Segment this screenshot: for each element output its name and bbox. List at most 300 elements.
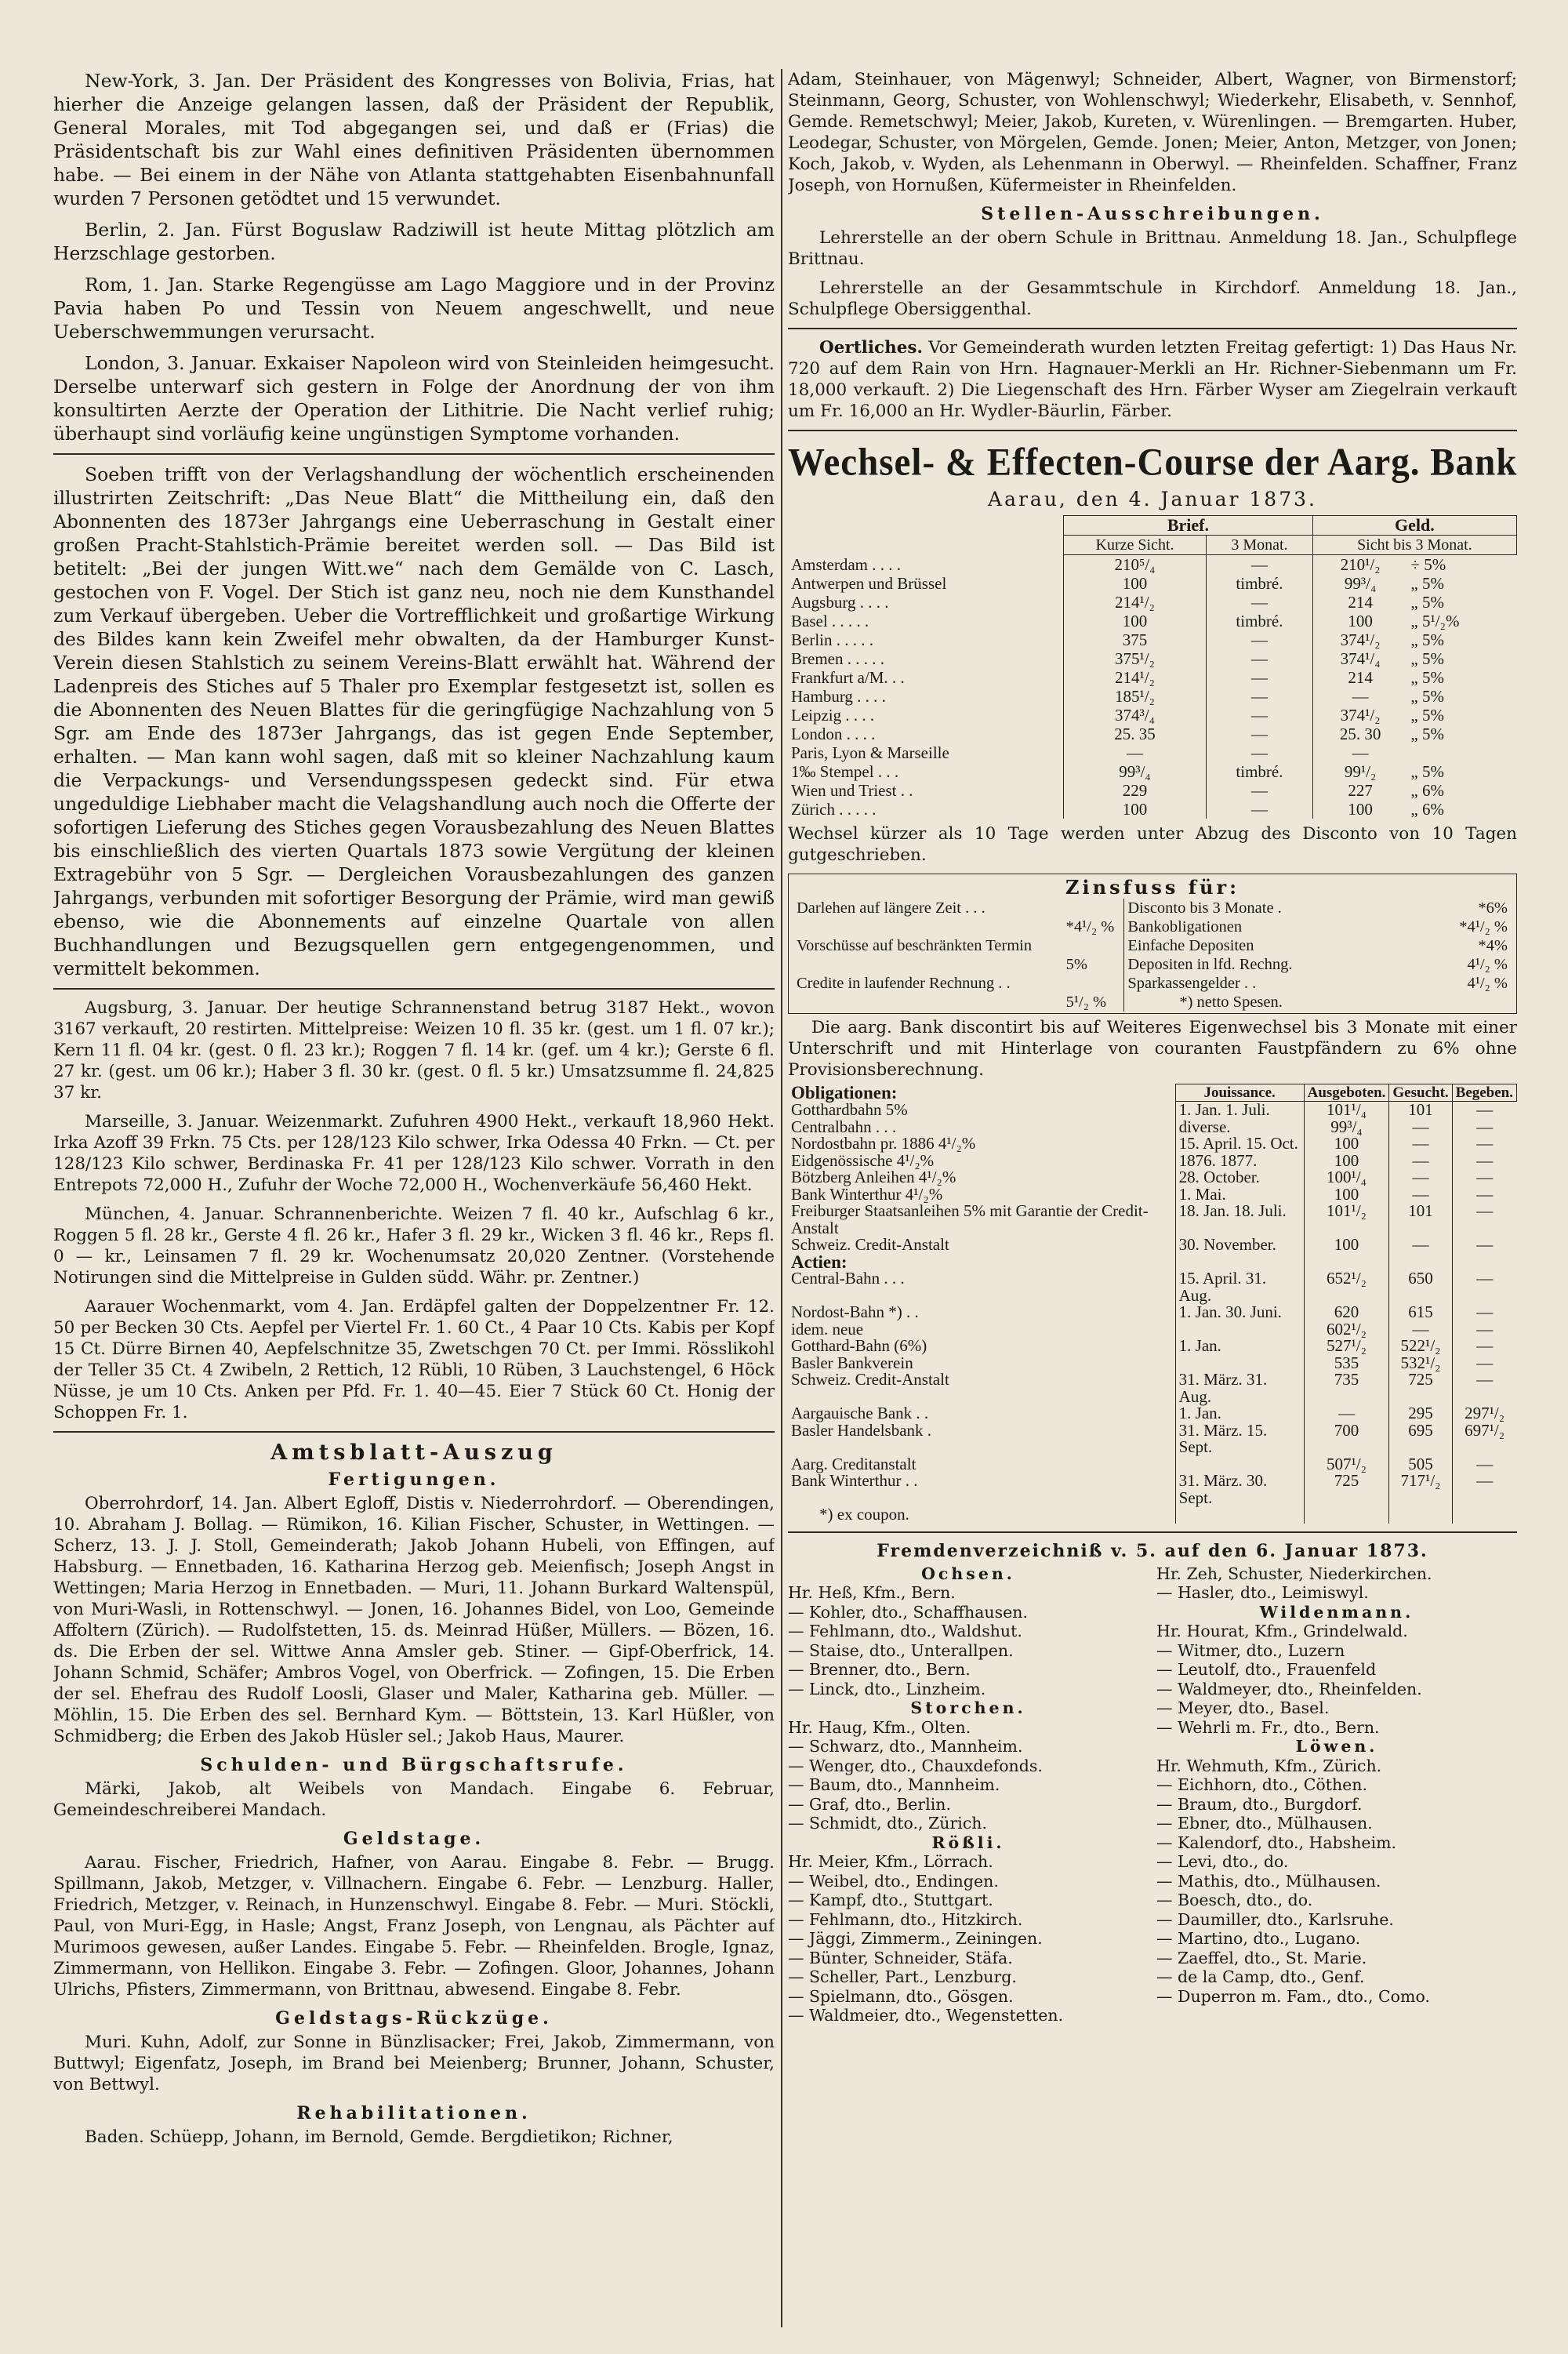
security-row xyxy=(788,1153,1517,1170)
guest-entry: — Staise, dto., Unterallpen. xyxy=(788,1640,1014,1660)
rate-row xyxy=(788,555,1517,575)
securities-table xyxy=(788,1084,1517,1524)
security-gesucht: — xyxy=(1389,1119,1452,1136)
zins-value: 5¹/₂ % xyxy=(1065,994,1107,1011)
security-gesucht: — xyxy=(1389,1169,1452,1186)
guest-entry: — Brenner, dto., Bern. xyxy=(788,1660,971,1679)
rate-kurze-sicht: — xyxy=(1063,743,1206,762)
rate-place: Paris, Lyon & Marseille xyxy=(791,743,949,762)
rate-row xyxy=(788,668,1517,687)
rate-3-monat: — xyxy=(1207,630,1313,649)
zinsfuss-left-table xyxy=(793,899,1123,1012)
zins-row xyxy=(793,899,1123,936)
rate-kurze-sicht: 229 xyxy=(1063,781,1206,800)
rate-3-monat: timbré. xyxy=(1207,762,1313,781)
rate-geld-discount: „ 6% xyxy=(1410,800,1444,819)
security-row xyxy=(788,1473,1517,1506)
guest-entry: — Wenger, dto., Chauxdefonds. xyxy=(788,1756,1043,1775)
security-begeben: — xyxy=(1452,1102,1516,1119)
security-jouissance: 1. Jan. 30. Juni. xyxy=(1175,1304,1304,1321)
guest-entry: — de la Camp, dto., Genf. xyxy=(1156,1967,1365,1986)
security-jouissance: 1876. 1877. xyxy=(1175,1153,1304,1170)
header-geld: Geld. xyxy=(1312,516,1516,536)
rate-kurze-sicht: 100 xyxy=(1063,612,1206,630)
security-begeben: — xyxy=(1452,1153,1516,1170)
schulden-text: Märki, Jakob, alt Weibels von Mandach. Eingabe 6. Februar, Gemeindeschreiberei Mandach. xyxy=(53,1779,775,1820)
guest-entry: Hr. Hourat, Kfm., Grindelwald. xyxy=(1156,1622,1408,1640)
zins-value: *4¹/₂ % xyxy=(1459,918,1508,935)
securities-footnote: *) ex coupon. xyxy=(819,1505,909,1524)
rate-geld-discount: „ 5% xyxy=(1410,706,1444,725)
guest-entry: — Duperron m. Fam., dto., Como. xyxy=(1156,1986,1430,2006)
header-ausgeboten: Ausgeboten. xyxy=(1304,1084,1389,1102)
security-row xyxy=(788,1186,1517,1204)
security-jouissance xyxy=(1175,1321,1304,1339)
rate-geld-discount: „ 5% xyxy=(1410,593,1444,612)
guest-entry: — Martino, dto., Lugano. xyxy=(1156,1929,1361,1948)
amtsblatt-body xyxy=(53,1469,775,2148)
guest-entry: Hr. Meier, Kfm., Lörrach. xyxy=(788,1852,993,1871)
security-gesucht: — xyxy=(1389,1153,1452,1170)
zins-value: *4¹/₂ % xyxy=(1065,918,1115,935)
zins-value: 4¹/₂ % xyxy=(1467,956,1508,973)
security-name: Central-Bahn . . . xyxy=(791,1269,905,1288)
security-ausgeboten: 535 xyxy=(1304,1355,1389,1372)
security-name: Freiburger Staatsanleihen 5% mit Garantie der Credit-Anstalt xyxy=(791,1201,1149,1237)
security-ausgeboten: 700 xyxy=(1304,1422,1389,1456)
stellen-item: Lehrerstelle an der obern Schule in Brittnau. Anmeldung 18. Jan., Schulpflege Brittnau. xyxy=(788,228,1517,269)
rate-geld-discount xyxy=(1407,743,1516,762)
guest-entry: — Daumiller, dto., Karlsruhe. xyxy=(1156,1909,1394,1929)
market-report: München, 4. Januar. Schrannenberichte. Weizen 7 fl. 40 kr., Aufschlag 6 kr., Roggen 5 fl. 28 kr., Gerste 4 fl. 26 kr., Hafer 3 fl. 29 kr., Wicken 3 fl. 46 kr., Reps fl. 0 — kr., Leinsamen 7 fl. 29 kr. Wochenumsatz 20,020 Zentner. (Vorstehende Notirungen sind die Mittelpreise in Gulden südd. Währ. pr. Zentner.) xyxy=(53,1204,775,1288)
guest-entry: — Waldmeier, dto., Wegenstetten. xyxy=(788,2006,1064,2025)
security-jouissance: 28. October. xyxy=(1175,1169,1304,1186)
security-jouissance: 30. November. xyxy=(1175,1237,1304,1254)
news-item: London, 3. Januar. Exkaiser Napoleon wird von Steinleiden heimgesucht. Derselbe unterwarf sich gestern in Folge der Anordnung der von ihm konsultirten Aerzte der Operation der Lithitrie. Die Nacht verlief ruhig; überhaupt sind vorläufig keine ungünstigen Symptome vorhanden. xyxy=(53,352,775,445)
security-begeben: — xyxy=(1452,1119,1516,1136)
security-gesucht: — xyxy=(1389,1135,1452,1153)
announcement-neues-blatt: Soeben trifft von der Verlagshandlung der wöchentlich erscheinenden illustrirten Zeitschrift: „Das Neue Blatt“ die Mittheilung ein, daß den Abonnenten des 1873er Jahrgangs eine Ueberraschung in Gestalt einer großen Pracht-Stahlstich-Prämie bereitet werden soll. — Das Bild ist betitelt: „Bei der jungen Witt.we“ nach dem Gemälde von C. Lasch, gestochen von F. Vogel. Der Stich ist ganz neu, noch nie dem Kunsthandel zum Verkauf übergeben. Ueber die Vortrefflichkeit und großartige Wirkung des Bildes kann kein Zweifel mehr obwalten, da der Hamburger Kunst-Verein diesen Stahlstich zu seinem Vereins-Blatt erwählt hat. Während der Ladenpreis des Stiches auf 5 Thaler pro Exemplar festgesetzt ist, sollen es die Abonnenten des Neuen Blattes für die geringfügige Nachzahlung von 5 Sgr. am Ende des 1873er Jahrgangs, das ist gegen Ende September, erhalten. — Man kann wohl sagen, daß mit so kleiner Nachzahlung kaum die Verpackungs- und Versendungsspesen gedeckt sind. Für etwa ungeduldige Liebhaber macht die Velagshandlung auch noch die Offerte der sofortigen Lieferung des Stiches gegen Vorausbezahlung des Neuen Blattes bis einschließlich des vierten Quartals 1873 sowie Vergütung der kleinen Extragebühr von 5 Sgr. — Dergleichen Vorausbezahlungen des ganzen Jahrgangs, verbunden mit sofortiger Besorgung der Prämie, wird man gewiß ebenso, wie die Abonnements auf einzelne Quartale von allen Buchhandlungen und Bezugsquellen gern entgegengenommen, und vermittelt bekommen. xyxy=(53,463,775,979)
security-begeben: — xyxy=(1452,1237,1516,1254)
rate-3-monat: timbré. xyxy=(1207,574,1313,593)
zins-row xyxy=(1124,955,1512,974)
rate-row xyxy=(788,574,1517,593)
rate-3-monat: — xyxy=(1207,781,1313,800)
right-column xyxy=(788,69,1517,2082)
rate-geld: 374¹/₄ xyxy=(1312,649,1407,668)
rate-geld: 100 xyxy=(1312,612,1407,630)
security-jouissance: 18. Jan. 18. Juli. xyxy=(1175,1203,1304,1237)
rate-place: 1‰ Stempel . . . xyxy=(791,762,899,781)
rate-place: Leipzig . . . . xyxy=(791,706,875,725)
zins-value: 4¹/₂ % xyxy=(1467,975,1508,992)
rate-3-monat: — xyxy=(1207,668,1313,687)
divider xyxy=(53,988,775,990)
security-name: Basler Bankverein xyxy=(791,1353,913,1372)
guest-entry: — Scheller, Part., Lenzburg. xyxy=(788,1967,1017,1986)
section-heading: Fertigungen. xyxy=(328,1469,500,1490)
rate-geld-discount: „ 5% xyxy=(1410,687,1444,706)
security-begeben: 297¹/₂ xyxy=(1452,1405,1516,1422)
security-ausgeboten: 725 xyxy=(1304,1473,1389,1506)
news-item: Rom, 1. Jan. Starke Regengüsse am Lago Maggiore und in der Provinz Pavia haben Po und Tessin von Neuem angeschwellt, und neue Ueberschwemmungen verursacht. xyxy=(53,274,775,343)
rate-3-monat: — xyxy=(1207,555,1313,575)
security-row xyxy=(788,1355,1517,1372)
security-gesucht: 695 xyxy=(1389,1422,1452,1456)
fertigungen-text: Oberrohrdorf, 14. Jan. Albert Egloff, Distis v. Niederrohrdorf. — Oberendingen, 10. Abraham J. Bollag. — Rümikon, 16. Kilian Fischer, Schuster, in Wettingen. — Scherz, 13. J. J. Stoll, Gemeinderath; Jakob Johann Hubeli, von Effingen, auf Habsburg. — Ennetbaden, 16. Katharina Herzog geb. Meienfisch; Joseph Angst in Wettingen; Maria Herzog in Ennetbaden. — Muri, 11. Johann Burkard Waltenspül, von Muri-Wasli, in Rottenschwyl. — Jonen, 16. Johannes Bidel, von Loo, Gemeinde Affoltern (Zürich). — Rudolfstetten, 15. ds. Meinrad Hüßer, Müllers. — Bözen, 16. ds. Die Erben der sel. Wittwe Anna Amsler geb. Stiner. — Gipf-Oberfrick, 14. Johann Schmid, Schäfer; Ambros Vogel, von Oberfrick. — Zofingen, 15. Die Erben der sel. Ehefrau des Rudolf Loosli, Glaser und Maler, Katharina geb. Müller. — Möhlin, 15. Die Erben des sel. Bernhard Kym. — Böttstein, 13. Karl Hüßler, von Schmidberg; die Erben des Jakob Hüsler sel.; Jakob Haus, Maurer. xyxy=(53,1494,775,1746)
security-gesucht: 101 xyxy=(1389,1102,1452,1119)
section-heading: Rehabilitationen. xyxy=(296,2103,532,2123)
security-name: Centralbahn . . . xyxy=(791,1117,897,1136)
security-ausgeboten: 100 xyxy=(1304,1186,1389,1204)
security-gesucht: 505 xyxy=(1389,1456,1452,1473)
rate-geld: 227 xyxy=(1312,781,1407,800)
security-gesucht: 522¹/₂ xyxy=(1389,1338,1452,1355)
rate-3-monat: — xyxy=(1207,706,1313,725)
oertliches-paragraph xyxy=(788,337,1517,422)
rate-place: Hamburg . . . . xyxy=(791,687,886,706)
rueckzuege-text: Muri. Kuhn, Adolf, zur Sonne in Bünzlisacker; Frei, Jakob, Zimmermann, von Buttwyl; Eigenfatz, Joseph, im Brand bei Meienberg; Brunner, Johann, Schuster, von Bettwyl. xyxy=(53,2033,775,2094)
zins-value xyxy=(1417,993,1511,1012)
guest-entry: — Witmer, dto., Luzern xyxy=(1156,1640,1345,1660)
rehab-text: Baden. Schüepp, Johann, im Bernold, Gemde. Bergdietikon; Richner, xyxy=(85,2127,673,2147)
zins-row xyxy=(793,974,1123,1012)
guest-entry: — Kohler, dto., Schaffhausen. xyxy=(788,1602,1028,1622)
rate-place: Amsterdam . . . . xyxy=(791,554,901,574)
rate-3-monat: — xyxy=(1207,743,1313,762)
security-ausgeboten: 735 xyxy=(1304,1371,1389,1405)
zinsfuss-right-table xyxy=(1123,899,1512,1012)
security-row xyxy=(788,1371,1517,1405)
guest-entry: — Bünter, Schneider, Stäfa. xyxy=(788,1948,1013,1967)
security-name: Gotthardbahn 5% xyxy=(791,1099,908,1119)
zins-label: Einfache Depositen xyxy=(1127,937,1254,954)
rate-kurze-sicht: 185¹/₂ xyxy=(1063,687,1206,706)
zins-label: *) netto Spesen. xyxy=(1179,994,1283,1011)
market-reports xyxy=(53,997,775,1423)
bank-date: Aarau, den 4. Januar 1873. xyxy=(988,488,1317,510)
guest-entry: — Kampf, dto., Stuttgart. xyxy=(788,1891,993,1909)
security-jouissance: 31. März. 30. Sept. xyxy=(1175,1473,1304,1506)
fremden-list xyxy=(788,1564,1517,2082)
rate-kurze-sicht: 214¹/₂ xyxy=(1063,668,1206,687)
rate-row xyxy=(788,743,1517,762)
security-begeben: 697¹/₂ xyxy=(1452,1422,1516,1456)
zinsfuss-note: Die aarg. Bank discontirt bis auf Weiteres Eigenwechsel bis 3 Monate mit einer Unterschrift und mit Hinterlage von couranten Faustpfändern zu 6% ohne Provisionsberechnung. xyxy=(788,1018,1517,1080)
guest-entry: — Schmidt, dto., Zürich. xyxy=(788,1814,988,1833)
security-row xyxy=(788,1135,1517,1153)
security-jouissance: 31. März. 31. Aug. xyxy=(1175,1371,1304,1405)
header-jouissance: Jouissance. xyxy=(1175,1084,1304,1102)
guest-entry: — Wehrli m. Fr., dto., Bern. xyxy=(1156,1717,1380,1737)
security-jouissance: 15. April. 15. Oct. xyxy=(1175,1135,1304,1153)
guest-entry: Hr. Haug, Kfm., Olten. xyxy=(788,1717,971,1737)
rate-geld: 374¹/₂ xyxy=(1312,630,1407,649)
guest-entry: — Kalendorf, dto., Habsheim. xyxy=(1156,1833,1397,1852)
rate-place: Zürich . . . . . xyxy=(791,800,877,819)
security-ausgeboten: 101¹/₄ xyxy=(1304,1102,1389,1119)
security-row xyxy=(788,1169,1517,1186)
rate-geld: 99¹/₂ xyxy=(1312,762,1407,781)
rate-geld-discount: „ 5¹/₂% xyxy=(1410,612,1460,630)
security-begeben: — xyxy=(1452,1169,1516,1186)
zins-label: Depositen in lfd. Rechng. xyxy=(1127,956,1293,973)
security-ausgeboten: 99³/₄ xyxy=(1304,1119,1389,1136)
guest-entry: — Zaeffel, dto., St. Marie. xyxy=(1156,1948,1367,1967)
security-ausgeboten: 507¹/₂ xyxy=(1304,1456,1389,1473)
divider xyxy=(788,328,1517,329)
rate-kurze-sicht: 375¹/₂ xyxy=(1063,649,1206,668)
column-divider xyxy=(781,69,782,2327)
header-gesucht: Gesucht. xyxy=(1389,1084,1452,1102)
security-name: Schweiz. Credit-Anstalt xyxy=(791,1370,949,1389)
header-sicht-bis-3-monat: Sicht bis 3 Monat. xyxy=(1312,536,1516,555)
rate-geld-discount: „ 6% xyxy=(1410,781,1444,800)
security-begeben: — xyxy=(1452,1203,1516,1237)
fremden-column-1 xyxy=(788,1564,1149,2025)
zins-row xyxy=(1124,917,1512,936)
guest-entry: — Eichhorn, dto., Cöthen. xyxy=(1156,1775,1368,1794)
rate-place: Wien und Triest . . xyxy=(791,781,913,800)
rate-row xyxy=(788,762,1517,781)
security-name: Gotthard-Bahn (6%) xyxy=(791,1336,927,1355)
security-ausgeboten: 100 xyxy=(1304,1237,1389,1254)
zins-row xyxy=(1124,899,1512,917)
rate-place: Basel . . . . . xyxy=(791,612,869,630)
zins-label: Sparkassengelder . . xyxy=(1127,975,1257,992)
guest-entry: Hr. Wehmuth, Kfm., Zürich. xyxy=(1156,1756,1382,1775)
oertliches-text: Vor Gemeinderath wurden letzten Freitag gefertigt: 1) Das Haus Nr. 720 auf dem Rain von Hrn. Hagnauer-Merkli an Hr. Richner-Siebenmann um Fr. 18,000 verkauft. 2) Die Liegenschaft des Hrn. Färber Wyser am Ziegelrain verkauft um Fr. 16,000 an Hr. Wydler-Bäurlin, Färber. xyxy=(788,338,1517,421)
zinsfuss-box xyxy=(788,874,1517,1014)
rate-place: London . . . . xyxy=(791,725,876,743)
zins-label: Darlehen auf längere Zeit . . . xyxy=(797,899,985,917)
security-gesucht: — xyxy=(1389,1321,1452,1339)
security-begeben: — xyxy=(1452,1304,1516,1321)
rate-row xyxy=(788,612,1517,630)
rate-geld: — xyxy=(1312,687,1407,706)
security-gesucht: 532¹/₂ xyxy=(1389,1355,1452,1372)
guest-entry: — Schwarz, dto., Mannheim. xyxy=(788,1737,1023,1756)
security-begeben: — xyxy=(1452,1321,1516,1339)
rate-place: Berlin . . . . . xyxy=(791,630,873,649)
oertliches-title: Oertliches. xyxy=(819,338,923,358)
hotel-name: Rößli. xyxy=(931,1833,1005,1852)
security-name: Aarg. Creditanstalt xyxy=(791,1454,916,1473)
security-ausgeboten: 100 xyxy=(1304,1153,1389,1170)
guest-entry: — Jäggi, Zimmerm., Zeiningen. xyxy=(788,1929,1043,1948)
security-jouissance: 1. Mai. xyxy=(1175,1186,1304,1204)
security-gesucht: — xyxy=(1389,1237,1452,1254)
rate-geld-discount: „ 5% xyxy=(1410,649,1444,668)
rate-3-monat: timbré. xyxy=(1207,612,1313,630)
rate-kurze-sicht: 374³/₄ xyxy=(1063,706,1206,725)
market-report: Augsburg, 3. Januar. Der heutige Schrannenstand betrug 3187 Hekt., wovon 3167 verkauft, 20 restirten. Mittelpreise: Weizen 10 fl. 35 kr. (gest. um 1 fl. 07 kr.); Kern 11 fl. 04 kr. (gest. 0 fl. 23 kr.); Roggen 7 fl. 14 kr. (gef. um 4 kr.); Gerste 6 fl. 27 kr. (gest. um 06 kr.); Haber 3 fl. 30 kr. (gest. 0 fl. 5 kr.) Umsatzsumme fl. 24,825 37 kr. xyxy=(53,998,775,1103)
rate-3-monat: — xyxy=(1207,725,1313,743)
news-item: Berlin, 2. Jan. Fürst Boguslaw Radziwill ist heute Mittag plötzlich am Herzschlage gestorben. xyxy=(53,219,775,264)
security-gesucht: 615 xyxy=(1389,1304,1452,1321)
rate-kurze-sicht: 25. 35 xyxy=(1063,725,1206,743)
guest-entry: — Waldmeyer, dto., Rheinfelden. xyxy=(1156,1679,1422,1698)
security-jouissance: 1. Jan. xyxy=(1175,1405,1304,1422)
security-ausgeboten: 101¹/₂ xyxy=(1304,1203,1389,1237)
header-obligationen: Obligationen: xyxy=(791,1082,898,1103)
security-gesucht: 295 xyxy=(1389,1405,1452,1422)
guest-entry: — Boesch, dto., do. xyxy=(1156,1891,1313,1909)
rate-geld-discount: ÷ 5% xyxy=(1410,555,1446,574)
bank-title: Wechsel- & Effecten-Course der Aarg. Bank xyxy=(788,441,1517,485)
header-begeben: Begeben. xyxy=(1452,1084,1516,1102)
guest-entry: — Mathis, dto., Mülhausen. xyxy=(1156,1871,1381,1891)
security-row xyxy=(788,1422,1517,1456)
rate-geld-discount: „ 5% xyxy=(1410,725,1444,743)
rate-geld-discount: „ 5% xyxy=(1410,762,1444,781)
security-ausgeboten: 620 xyxy=(1304,1304,1389,1321)
security-name: idem. neue xyxy=(791,1319,864,1339)
rate-row xyxy=(788,781,1517,800)
security-gesucht: 101 xyxy=(1389,1203,1452,1237)
rate-row xyxy=(788,725,1517,743)
header-actien: Actien: xyxy=(791,1251,848,1272)
rate-kurze-sicht: 100 xyxy=(1063,574,1206,593)
rate-geld-discount: „ 5% xyxy=(1410,574,1444,593)
guest-entry: Hr. Zeh, Schuster, Niederkirchen. xyxy=(1156,1564,1432,1583)
continued-text-block xyxy=(788,69,1517,320)
guest-entry: — Fehlmann, dto., Waldshut. xyxy=(788,1622,1022,1640)
guest-entry: — Meyer, dto., Basel. xyxy=(1156,1698,1330,1717)
zinsfuss-title: Zinsfuss für: xyxy=(1065,876,1240,899)
security-ausgeboten: 527¹/₂ xyxy=(1304,1338,1389,1355)
zins-label: Bankobligationen xyxy=(1127,918,1243,935)
rate-geld: 210¹/₂ xyxy=(1312,555,1407,575)
guest-entry: — Linck, dto., Linzheim. xyxy=(788,1679,986,1698)
security-begeben: — xyxy=(1452,1456,1516,1473)
zins-row xyxy=(1124,936,1512,955)
security-row xyxy=(788,1119,1517,1136)
security-name: Bank Winterthur 4¹/₂% xyxy=(791,1184,943,1204)
security-ausgeboten: 652¹/₂ xyxy=(1304,1270,1389,1304)
rate-row xyxy=(788,649,1517,668)
security-name: Aargauische Bank . . xyxy=(791,1404,929,1422)
section-heading: Stellen-Ausschreibungen. xyxy=(981,204,1324,224)
rate-geld: 99³/₄ xyxy=(1312,574,1407,593)
stellen-item: Lehrerstelle an der Gesammtschule in Kirchdorf. Anmeldung 18. Jan., Schulpflege Obersiggenthal. xyxy=(788,278,1517,319)
security-name: Nordost-Bahn *) . . xyxy=(791,1302,919,1321)
security-row xyxy=(788,1338,1517,1355)
rate-geld-discount: „ 5% xyxy=(1410,630,1444,649)
security-name: Schweiz. Credit-Anstalt xyxy=(791,1235,949,1254)
continued-text: Adam, Steinhauer, von Mägenwyl; Schneider, Albert, Wagner, von Birmenstorf; Steinmann, Georg, Schuster, von Wohlenschwyl; Wiederkehr, Elisabeth, v. Sennhof, Gemde. Remetschwyl; Meier, Jakob, Kureten, v. Würenlingen. — Bremgarten. Huber, Leodegar, Schuster, von Mörgelen, Gemde. Jonen; Meier, Anton, Metzger, von Jonen; Koch, Jakob, v. Wyden, als Lehenmann in Oberwyl. — Rheinfelden. Schaffner, Franz Joseph, von Hornußen, Küfermeister in Rheinfelden. xyxy=(788,70,1517,195)
zins-row xyxy=(1124,974,1512,993)
security-ausgeboten: — xyxy=(1304,1405,1389,1422)
zins-value: 5% xyxy=(1065,956,1087,973)
guest-entry: — Weibel, dto., Endingen. xyxy=(788,1871,999,1891)
rate-row xyxy=(788,593,1517,612)
guest-entry: — Graf, dto., Berlin. xyxy=(788,1794,952,1814)
zins-label: Credite in laufender Rechnung . . xyxy=(797,975,1011,992)
security-jouissance: diverse. xyxy=(1175,1119,1304,1136)
rate-3-monat: — xyxy=(1207,687,1313,706)
security-ausgeboten: 100¹/₄ xyxy=(1304,1169,1389,1186)
security-gesucht: 717¹/₂ xyxy=(1389,1473,1452,1506)
zins-row xyxy=(1124,993,1512,1012)
security-row xyxy=(788,1304,1517,1321)
security-name: Bötzberg Anleihen 4¹/₂% xyxy=(791,1168,956,1186)
fremden-column-2 xyxy=(1156,1564,1517,2007)
guest-entry: — Spielmann, dto., Gösgen. xyxy=(788,1986,1014,2006)
section-heading: Schulden- und Bürgschaftsrufe. xyxy=(200,1755,628,1775)
zins-value: *4% xyxy=(1478,937,1508,954)
security-ausgeboten: 602¹/₂ xyxy=(1304,1321,1389,1339)
guest-entry: — Ebner, dto., Mülhausen. xyxy=(1156,1814,1373,1833)
rate-place: Bremen . . . . . xyxy=(791,649,884,668)
exchange-rate-table xyxy=(788,515,1517,819)
rate-row xyxy=(788,706,1517,725)
market-report: Aarauer Wochenmarkt, vom 4. Jan. Erdäpfel galten der Doppelzentner Fr. 12. 50 per Becken 30 Cts. Aepfel per Viertel Fr. 1. 60 Ct., 4 Paar 10 Cts. Kabis per Kopf 15 Ct. Dürre Birnen 40, Aepfelschnitze 35, Zwetschgen 70 Ct. per Immi. Rösslikohl der Teller 35 Ct. 4 Zwibeln, 2 Rettich, 12 Rübli, 10 Rüben, 3 Lauchstengel, 6 Höck Nüsse, je um 10 Cts. Anken per Pfd. Fr. 1. 40—45. Eier 7 Stück 60 Ct. Honig der Schoppen Fr. 1. xyxy=(53,1297,775,1422)
security-jouissance: 15. April. 31. Aug. xyxy=(1175,1270,1304,1304)
security-gesucht: 650 xyxy=(1389,1270,1452,1304)
header-brief: Brief. xyxy=(1063,516,1312,536)
rate-geld: 100 xyxy=(1312,800,1407,819)
security-row xyxy=(788,1321,1517,1339)
hotel-name: Ochsen. xyxy=(921,1564,1015,1583)
rate-geld: 25. 30 xyxy=(1312,725,1407,743)
guest-entry: — Hasler, dto., Leimiswyl. xyxy=(1156,1583,1369,1602)
zins-label: Vorschüsse auf beschränkten Termin xyxy=(797,937,1033,954)
security-begeben: — xyxy=(1452,1355,1516,1372)
header-kurze-sicht: Kurze Sicht. xyxy=(1063,536,1206,555)
zins-row xyxy=(793,936,1123,974)
guest-entry: — Braum, dto., Burgdorf. xyxy=(1156,1794,1363,1814)
security-jouissance xyxy=(1175,1456,1304,1473)
rate-kurze-sicht: 210⁵/₄ xyxy=(1063,555,1206,575)
divider xyxy=(53,453,775,455)
hotel-name: Storchen. xyxy=(910,1698,1026,1717)
security-row xyxy=(788,1456,1517,1473)
security-row xyxy=(788,1270,1517,1304)
rate-row xyxy=(788,800,1517,819)
rate-kurze-sicht: 100 xyxy=(1063,800,1206,819)
fremden-title: Fremdenverzeichniß v. 5. auf den 6. Januar 1873. xyxy=(877,1540,1428,1561)
security-jouissance xyxy=(1175,1355,1304,1372)
guest-entry: — Leutolf, dto., Frauenfeld xyxy=(1156,1660,1377,1679)
header-3-monat: 3 Monat. xyxy=(1207,536,1313,555)
rate-kurze-sicht: 214¹/₂ xyxy=(1063,593,1206,612)
geldstage-text: Aarau. Fischer, Friedrich, Hafner, von Aarau. Eingabe 8. Febr. — Brugg. Spillmann, Jakob, Metzger, v. Villnachern. Eingabe 6. Febr. — Lenzburg. Haller, Friedrich, Metzger, v. Reinach, in Hunzenschwyl. Eingabe 8. Febr. — Muri. Stöckli, Paul, von Muri-Egg, in Hasle; Angst, Franz Joseph, von Lengnau, als Pächter auf Murimoos gewesen, außer Landes. Eingabe 5. Febr. — Rheinfelden. Brogle, Ignaz, Zimmermann, von Hellikon. Eingabe 3. Febr. — Zofingen. Gloor, Johannes, Johann Ulrichs, Pfisters, Zimmermann, von Brittnau, abwesend. Eingabe 8. Febr. xyxy=(53,1853,775,2000)
divider xyxy=(788,430,1517,431)
rate-kurze-sicht: 375 xyxy=(1063,630,1206,649)
security-row xyxy=(788,1237,1517,1254)
rate-geld: 214 xyxy=(1312,593,1407,612)
security-begeben: — xyxy=(1452,1338,1516,1355)
security-begeben: — xyxy=(1452,1270,1516,1304)
security-name: Bank Winterthur . . xyxy=(791,1471,918,1490)
security-begeben: — xyxy=(1452,1135,1516,1153)
market-report: Marseille, 3. Januar. Weizenmarkt. Zufuhren 4900 Hekt., verkauft 18,960 Hekt. Irka Azoff 39 Frkn. 75 Cts. per 128/123 Kilo schwer, Irka Odessa 40 Frkn. — Ct. per 128/123 Kilo schwer, Berdinaska Fr. 41 per 128/123 Kilo schwer. Vorrath in den Entrepots 72,000 H., Zufuhr der Woche 72,000 H., Wochenverkäufe 56,460 Hekt. xyxy=(53,1112,775,1195)
rate-geld: 374¹/₂ xyxy=(1312,706,1407,725)
rate-3-monat: — xyxy=(1207,593,1313,612)
security-row xyxy=(788,1405,1517,1422)
security-jouissance: 1. Jan. 1. Juli. xyxy=(1175,1102,1304,1119)
guest-entry: — Levi, dto., do. xyxy=(1156,1852,1289,1871)
rate-geld: — xyxy=(1312,743,1407,762)
divider xyxy=(788,1531,1517,1533)
security-begeben: — xyxy=(1452,1371,1516,1405)
rate-row xyxy=(788,630,1517,649)
security-jouissance: 1. Jan. xyxy=(1175,1338,1304,1355)
guest-entry: Hr. Heß, Kfm., Bern. xyxy=(788,1583,956,1602)
rate-row xyxy=(788,687,1517,706)
rate-3-monat: — xyxy=(1207,800,1313,819)
